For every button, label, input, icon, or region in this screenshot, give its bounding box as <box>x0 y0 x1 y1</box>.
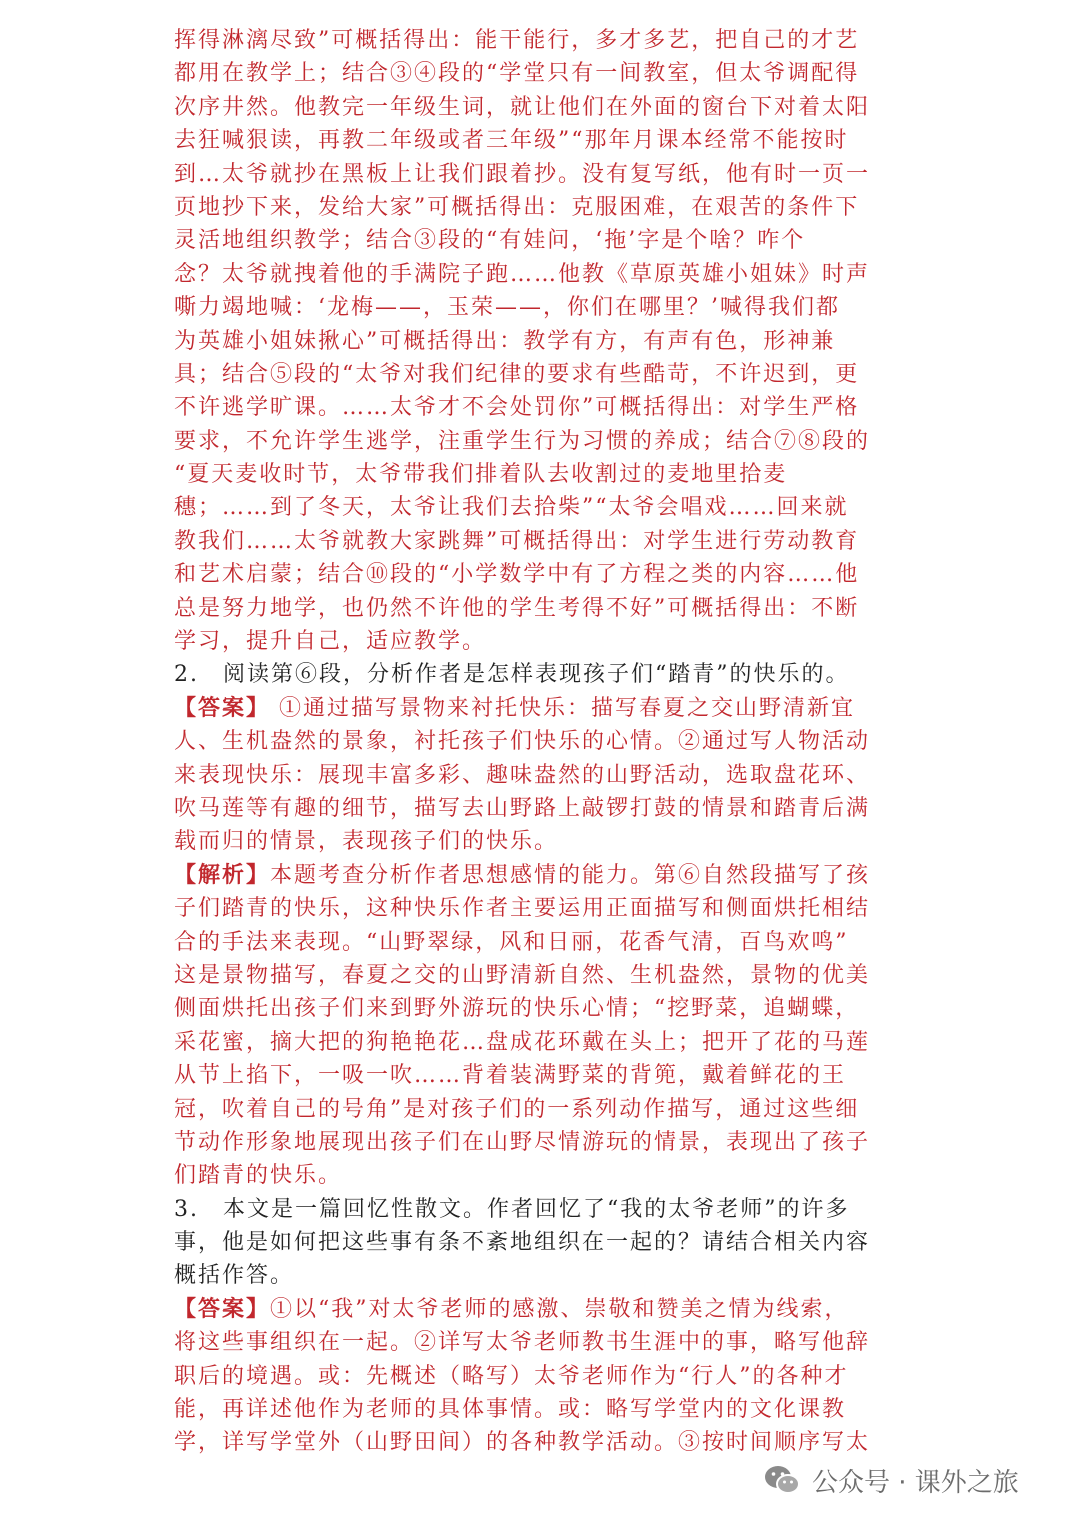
line-text: 页地抄下来，发给大家”可概括得出：克服困难，在艰苦的条件下 <box>174 194 860 220</box>
text-line <box>174 124 886 157</box>
line-text: 具；结合⑤段的“太爷对我们纪律的要求有些酷苛，不许迟到，更 <box>174 361 860 387</box>
line-text: 念？太爷就拽着他的手满院子跑……他教《草原英雄小姐妹》时声 <box>174 261 871 287</box>
line-text: 侧面烘托出孩子们来到野外游玩的快乐心情；“挖野菜，追蝴蝶， <box>174 996 860 1022</box>
text-line <box>174 1259 886 1292</box>
line-text: 将这些事组织在一起。②详写太爷老师教书生涯中的事，略写他辞 <box>174 1330 871 1356</box>
line-text: ①通过描写景物来衬托快乐：描写春夏之交山野清新宜 <box>270 695 856 721</box>
document-body <box>174 24 886 1460</box>
text-line <box>174 1326 886 1359</box>
line-text: 们踏青的快乐。 <box>174 1163 343 1189</box>
text-line <box>174 992 886 1025</box>
line-text: 本题考查分析作者思想感情的能力。第⑥自然段描写了孩 <box>270 862 871 888</box>
text-line <box>174 1059 886 1092</box>
line-text: 总是努力地学，也仍然不许他的学生考得不好”可概括得出：不断 <box>174 595 860 621</box>
text-line <box>174 959 886 992</box>
line-text: 合的手法来表现。“山野翠绿，风和日丽，花香气清，百鸟欢鸣” <box>174 929 849 955</box>
text-line <box>174 1126 886 1159</box>
section-tag: 【答案】 <box>174 1295 271 1322</box>
line-text: “夏天麦收时节，太爷带我们排着队去收割过的麦地里拾麦 <box>174 462 788 488</box>
section-tag: 【答案】 <box>174 694 271 721</box>
line-text: 节动作形象地展现出孩子们在山野尽情游玩的情景，表现出了孩子 <box>174 1129 871 1155</box>
text-line <box>174 825 886 858</box>
line-text: 和艺术启蒙；结合⑩段的“小学数学中有了方程之类的内容……他 <box>174 562 860 588</box>
text-line <box>174 358 886 391</box>
text-line <box>174 1159 886 1192</box>
line-text: 教我们……太爷就教大家跳舞”可概括得出：对学生进行劳动教育 <box>174 528 860 554</box>
line-text: 灵活地组织教学；结合③段的“有娃问，‘拖’字是个啥？咋个 <box>174 228 806 254</box>
line-text: 去狂喊狠读，再教二年级或者三年级”“那年月课本经常不能按时 <box>174 128 849 154</box>
section-tag: 【解析】 <box>174 861 271 888</box>
wechat-icon <box>762 1460 802 1500</box>
text-line <box>174 792 886 825</box>
text-line <box>174 224 886 257</box>
line-text: 3. 本文是一篇回忆性散文。作者回忆了“我的太爷老师”的许多 <box>174 1196 850 1222</box>
text-line <box>174 859 886 892</box>
text-line <box>174 57 886 90</box>
line-text: 挥得淋漓尽致”可概括得出：能干能行，多才多艺，把自己的才艺 <box>174 28 860 53</box>
text-line <box>174 558 886 591</box>
line-text: 采花蜜，摘大把的狗艳艳花…盘成花环戴在头上；把开了花的马莲 <box>174 1029 871 1055</box>
line-text: 为英雄小姐妹揪心”可概括得出：教学有方，有声有色，形神兼 <box>174 328 836 354</box>
line-text: 这是景物描写，春夏之交的山野清新自然、生机盎然，景物的优美 <box>174 962 871 988</box>
watermark-text: 公众号 · 课外之旅 <box>812 1467 1019 1498</box>
line-text: 能，再详述他作为老师的具体事情。或：略写学堂内的文化课教 <box>174 1397 847 1423</box>
line-text: 吹马莲等有趣的细节，描写去山野路上敲锣打鼓的情景和踏青后满 <box>174 795 871 821</box>
text-line <box>174 625 886 658</box>
text-line <box>174 658 886 691</box>
line-text: 子们踏青的快乐，这种快乐作者主要运用正面描写和侧面烘托相结 <box>174 896 871 922</box>
watermark <box>762 1458 1019 1502</box>
text-line <box>174 1426 886 1459</box>
text-line <box>174 258 886 291</box>
line-text: 到…太爷就抄在黑板上让我们跟着抄。没有复写纸，他有时一页一 <box>174 161 871 187</box>
line-text: 学习，提升自己，适应教学。 <box>174 629 487 655</box>
text-line <box>174 525 886 558</box>
line-text: ①以“我”对太爷老师的感激、崇敬和赞美之情为线索， <box>270 1296 849 1322</box>
text-line <box>174 391 886 424</box>
text-line <box>174 191 886 224</box>
line-text: 从节上掐下，一吸一吹……背着装满野菜的背篼，戴着鲜花的王 <box>174 1063 847 1089</box>
text-line <box>174 1393 886 1426</box>
text-line <box>174 926 886 959</box>
line-text: 次序井然。他教完一年级生词，就让他们在外面的窗台下对着太阳 <box>174 94 871 120</box>
text-line <box>174 1026 886 1059</box>
text-line <box>174 725 886 758</box>
line-text: 概括作答。 <box>174 1263 295 1289</box>
text-line <box>174 1293 886 1326</box>
line-text: 人、生机盎然的景象，衬托孩子们快乐的心情。②通过写人物活动 <box>174 729 871 755</box>
line-text: 穗；……到了冬天，太爷让我们去拾柴”“太爷会唱戏……回来就 <box>174 495 849 521</box>
text-line <box>174 592 886 625</box>
text-line <box>174 158 886 191</box>
line-text: 要求，不允许学生逃学，注重学生行为习惯的养成；结合⑦⑧段的 <box>174 428 871 454</box>
line-text: 来表现快乐：展现丰富多彩、趣味盎然的山野活动，选取盘花环、 <box>174 762 871 788</box>
text-line <box>174 458 886 491</box>
line-text: 2. 阅读第⑥段，分析作者是怎样表现孩子们“踏青”的快乐的。 <box>174 662 850 688</box>
text-line <box>174 892 886 925</box>
line-text: 嘶力竭地喊：‘龙梅——，玉荣——，你们在哪里？’喊得我们都 <box>174 295 840 321</box>
text-line <box>174 1360 886 1393</box>
line-text: 冠，吹着自己的号角”是对孩子们的一系列动作描写，通过这些细 <box>174 1096 860 1122</box>
text-line <box>174 291 886 324</box>
line-text: 事，他是如何把这些事有条不紊地组织在一起的？请结合相关内容 <box>174 1230 871 1256</box>
text-line <box>174 425 886 458</box>
text-line <box>174 1093 886 1126</box>
text-line <box>174 1193 886 1226</box>
text-line <box>174 692 886 725</box>
line-text: 不许逃学旷课。……太爷才不会处罚你”可概括得出：对学生严格 <box>174 395 860 421</box>
text-line <box>174 1226 886 1259</box>
text-line <box>174 325 886 358</box>
text-line <box>174 759 886 792</box>
line-text: 都用在教学上；结合③④段的“学堂只有一间教室，但太爷调配得 <box>174 61 860 87</box>
line-text: 职后的境遇。或：先概述（略写）太爷老师作为“行人”的各种才 <box>174 1363 849 1389</box>
line-text: 载而归的情景，表现孩子们的快乐。 <box>174 829 559 855</box>
text-line <box>174 491 886 524</box>
text-line <box>174 91 886 124</box>
text-line <box>174 24 886 57</box>
line-text: 学，详写学堂外（山野田间）的各种教学活动。③按时间顺序写太 <box>174 1430 871 1456</box>
